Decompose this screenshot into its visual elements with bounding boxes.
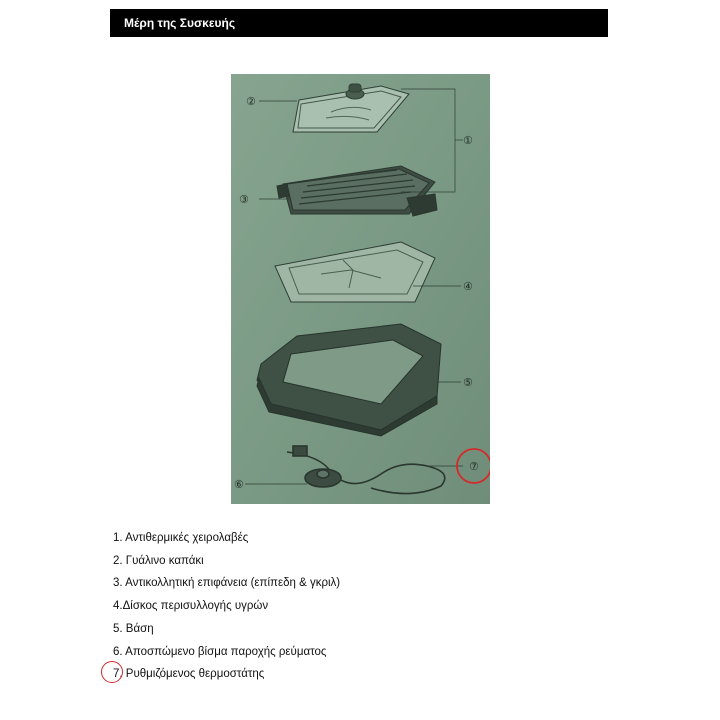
list-item: 3. Αντικολλητική επιφάνεια (επίπεδη & γκριλ) [113,577,341,590]
parts-list [113,527,340,686]
section-header [110,9,608,37]
callout-4: ④ [463,280,473,293]
list-item: 6. Αποσπώμενο βίσμα παροχής ρεύματος [113,645,327,658]
list-item: 7. Ρυθμιζόμενος θερμοστάτης [113,668,265,681]
callout-6: ⑥ [234,478,244,491]
list-item: 1. Αντιθερμικές χειρολαβές [113,532,249,544]
appliance-exploded-diagram [231,74,490,504]
section-title: Μέρη της Συσκευής [124,16,236,30]
callout-7: ⑦ [469,460,479,473]
callout-5: ⑤ [463,376,473,389]
list-item: 5. Βάση [113,622,154,635]
callout-3: ③ [239,193,249,206]
highlight-circle-list [101,661,123,683]
list-item: 4.Δίσκος περισυλλογής υγρών [113,600,269,613]
callout-2: ② [246,95,256,108]
callout-1: ① [463,134,473,147]
list-item: 2. Γυάλινο καπάκι [113,554,204,567]
